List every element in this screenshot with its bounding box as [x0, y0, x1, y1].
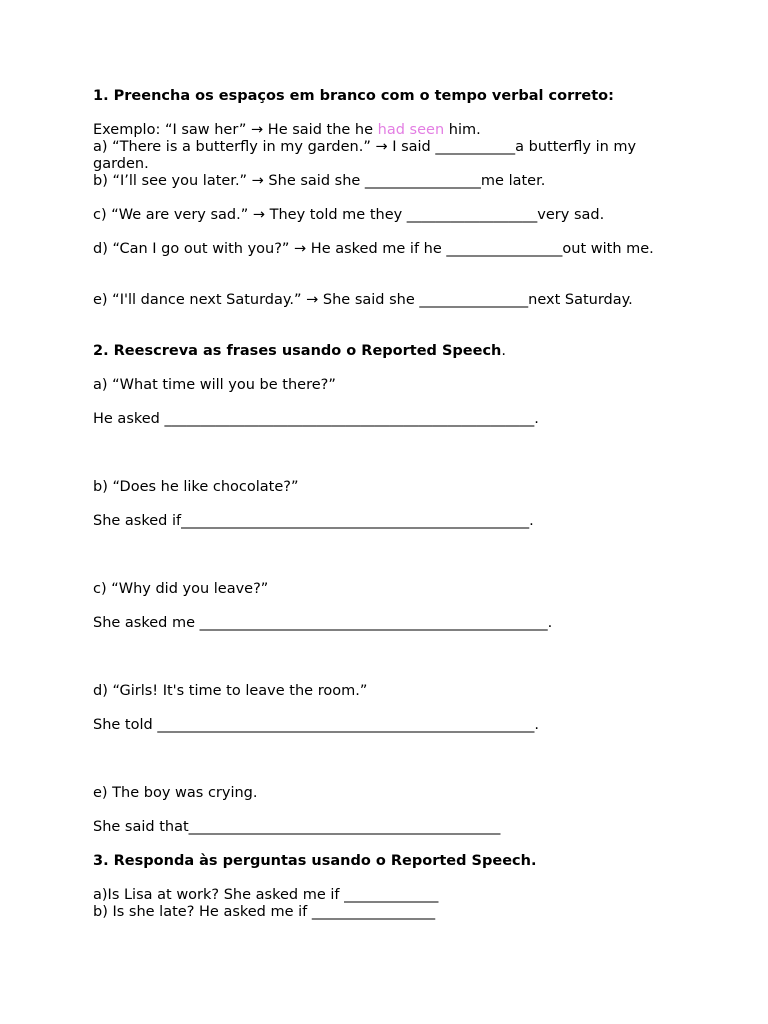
example-prefix: Exemplo: “I saw her” → He said the he	[93, 122, 378, 138]
section1-item-a: a) “There is a butterfly in my garden.” → I said ___________a butterfly in my garden.	[93, 139, 637, 172]
section2-question-c: c) “Why did you leave?”	[93, 581, 269, 597]
section2-question-a: a) “What time will you be there?”	[93, 377, 336, 393]
section2-title	[93, 343, 506, 360]
section1-item-d: d) “Can I go out with you?” → He asked me if he ________________out with me.	[93, 241, 654, 257]
section1-item-b: b) “I’ll see you later.” → She said she ________________me later.	[93, 173, 546, 189]
section2-question-d: d) “Girls! It's time to leave the room.”	[93, 683, 368, 699]
section1-item-c: c) “We are very sad.” → They told me they __________________very sad.	[93, 207, 605, 223]
example-suffix: him.	[444, 122, 481, 138]
section2-answer-c: She asked me ________________________________________________.	[93, 615, 553, 631]
section1-example	[93, 122, 481, 139]
section3-item-b: b) Is she late? He asked me if _________________	[93, 904, 436, 920]
section2-question-e: e) The boy was crying.	[93, 785, 258, 801]
section3-item-a: a)Is Lisa at work? She asked me if _____________	[93, 887, 439, 903]
section2-title-period: .	[501, 343, 506, 359]
example-highlight: had seen	[377, 122, 445, 138]
section1-title: 1. Preencha os espaços em branco com o tempo verbal correto:	[93, 88, 614, 104]
section2-title-text: 2. Reescreva as frases usando o Reported Speech	[93, 343, 502, 359]
section2-answer-e: She said that___________________________________________	[93, 819, 501, 835]
section1-item-e: e) “I'll dance next Saturday.” → She said she _______________next Saturday.	[93, 292, 633, 308]
section2-answer-d: She told ____________________________________________________.	[93, 717, 539, 733]
section2-answer-b: She asked if________________________________________________.	[93, 513, 534, 529]
section2-question-b: b) “Does he like chocolate?”	[93, 479, 299, 495]
section3-title: 3. Responda às perguntas usando o Reported Speech.	[93, 853, 537, 869]
section2-answer-a: He asked ___________________________________________________.	[93, 411, 539, 427]
